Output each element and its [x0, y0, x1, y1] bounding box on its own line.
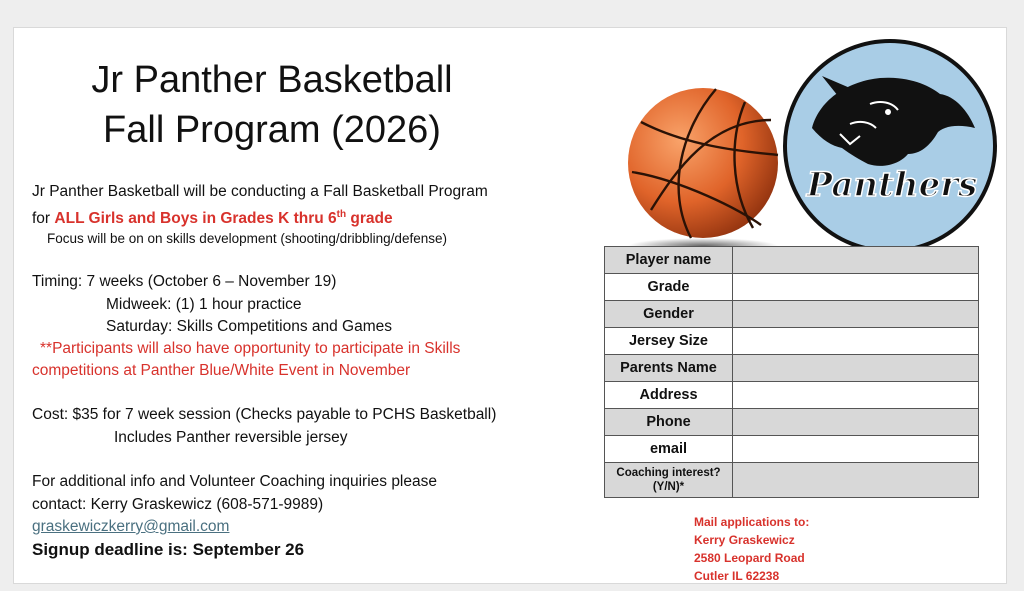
- coaching-interest-field[interactable]: [733, 463, 979, 498]
- note-line-1: **Participants will also have opportunity to participate in Skills: [40, 340, 461, 357]
- title-line-2: Fall Program (2026): [103, 109, 441, 151]
- logo-text: Panthers: [806, 165, 978, 205]
- gender-field[interactable]: [733, 301, 979, 328]
- intro-highlight-text: ALL Girls and Boys in Grades K thru 6: [54, 210, 337, 228]
- player-name-field[interactable]: [733, 247, 979, 274]
- email-field[interactable]: [733, 436, 979, 463]
- jersey-size-field[interactable]: [733, 328, 979, 355]
- address-field[interactable]: [733, 382, 979, 409]
- gender-label: Gender: [605, 301, 733, 328]
- title-line-1: Jr Panther Basketball: [91, 59, 453, 101]
- coaching-interest-label: [605, 463, 733, 498]
- mail-line-2: Kerry Graskewicz: [694, 533, 795, 547]
- basketball-image: [621, 60, 791, 255]
- intro-prefix: for: [32, 210, 55, 228]
- email-link[interactable]: graskewiczkerry@gmail.com: [32, 518, 230, 535]
- panthers-logo: [780, 36, 1000, 256]
- parents-name-label: Parents Name: [605, 355, 733, 382]
- parents-name-field[interactable]: [733, 355, 979, 382]
- grade-field[interactable]: [733, 274, 979, 301]
- grade-label: Grade: [605, 274, 733, 301]
- coaching-line-1: Coaching interest?: [616, 467, 721, 479]
- mail-line-1: Mail applications to:: [694, 515, 810, 529]
- includes-text: Includes Panther reversible jersey: [114, 429, 348, 446]
- flyer-page: [13, 27, 1007, 584]
- contact-line-2: contact: Kerry Graskewicz (608-571-9989): [32, 496, 324, 513]
- phone-label: Phone: [605, 409, 733, 436]
- timing-text: Timing: 7 weeks (October 6 – November 19): [32, 273, 337, 290]
- intro-sup: th: [336, 209, 347, 220]
- signup-deadline: Signup deadline is: September 26: [32, 540, 305, 559]
- mail-instructions: [694, 513, 809, 584]
- jersey-size-label: Jersey Size: [605, 328, 733, 355]
- saturday-text: Saturday: Skills Competitions and Games: [106, 318, 393, 335]
- intro-suffix: grade: [346, 210, 393, 228]
- coaching-line-2: (Y/N)*: [652, 481, 685, 493]
- mail-line-3: 2580 Leopard Road: [694, 551, 805, 565]
- phone-field[interactable]: [733, 409, 979, 436]
- address-label: Address: [605, 382, 733, 409]
- intro-line-1: Jr Panther Basketball will be conducting a Fall Basketball Program: [32, 183, 488, 200]
- intro-line-2: [32, 205, 393, 228]
- midweek-text: Midweek: (1) 1 hour practice: [106, 296, 302, 313]
- cost-text: Cost: $35 for 7 week session (Checks payable to PCHS Basketball): [32, 406, 497, 423]
- intro-highlight: [54, 210, 392, 227]
- mail-line-4: Cutler IL 62238: [694, 569, 780, 583]
- email-label: email: [605, 436, 733, 463]
- focus-text: Focus will be on on skills development (shooting/dribbling/defense): [47, 231, 447, 246]
- player-name-label: Player name: [605, 247, 733, 274]
- contact-line-1: For additional info and Volunteer Coaching inquiries please: [32, 473, 437, 490]
- registration-form: [604, 246, 979, 498]
- note-line-2: competitions at Panther Blue/White Event in November: [32, 362, 411, 379]
